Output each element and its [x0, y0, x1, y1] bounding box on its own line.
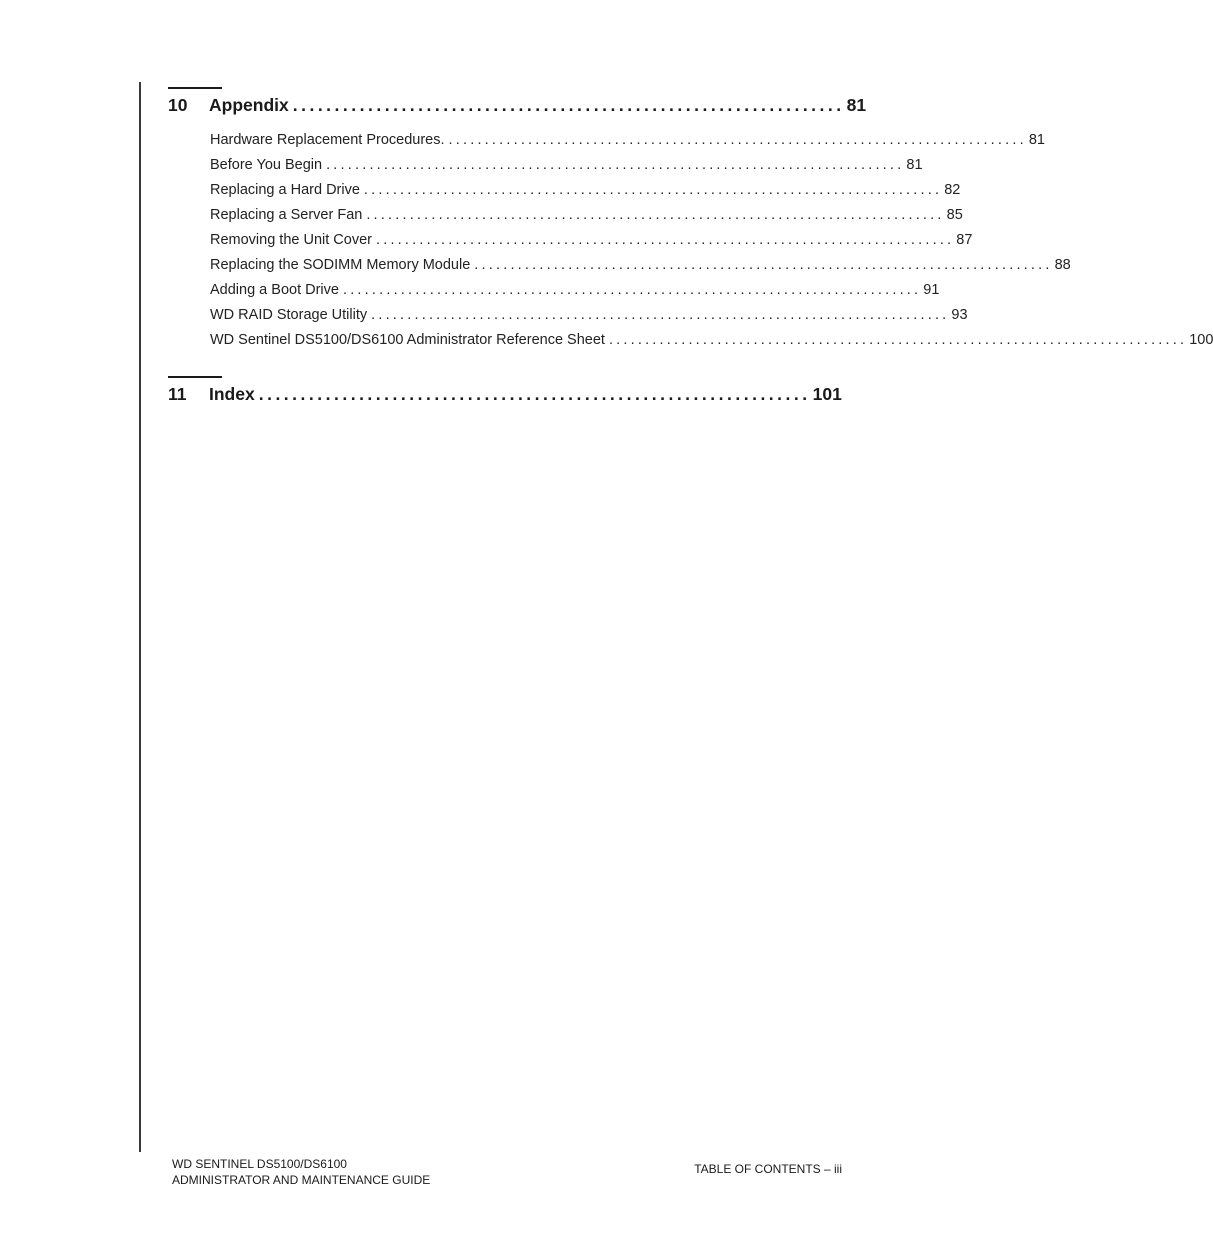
entry-title: WD Sentinel DS5100/DS6100 Administrator Reference Sheet [210, 332, 605, 348]
footer-product-line: WD SENTINEL DS5100/DS6100 [172, 1157, 347, 1171]
footer-document-title [172, 1156, 430, 1188]
entry-page: 91 [923, 282, 940, 298]
toc-entry[interactable] [210, 303, 968, 328]
chapter-page: 81 [846, 95, 867, 115]
entry-title: Adding a Boot Drive [210, 282, 339, 298]
entry-page: 88 [1054, 257, 1071, 273]
toc-entry[interactable] [210, 153, 923, 178]
toc-entry[interactable] [210, 253, 1071, 278]
dot-leader: ................................................................................ [371, 307, 950, 323]
chapter-rule [168, 376, 222, 378]
entry-page: 82 [944, 182, 961, 198]
dot-leader: ................................................................................ [363, 182, 943, 198]
dot-leader: ................................................................................ [342, 282, 922, 298]
toc-chapter-index [168, 376, 842, 405]
toc-entry[interactable] [210, 178, 961, 203]
dot-leader: ................................................................................ [366, 207, 945, 223]
chapter-heading[interactable] [168, 383, 842, 405]
entry-title: Replacing a Server Fan [210, 207, 363, 223]
dot-leader: ................................................................................ [326, 157, 905, 173]
toc-entry[interactable] [210, 328, 1213, 353]
entry-page: 85 [946, 207, 963, 223]
chapter-title: Index [209, 384, 255, 404]
toc-entry[interactable] [210, 278, 940, 303]
chapter-number: 11 [168, 384, 187, 404]
chapter-heading[interactable] [168, 94, 867, 116]
dot-leader: ................................................................................ [474, 257, 1053, 273]
entry-title: Before You Begin [210, 157, 323, 173]
dot-leader: .................................................................. [258, 384, 811, 404]
chapter-number: 10 [168, 95, 188, 115]
entry-title: Replacing the SODIMM Memory Module [210, 257, 471, 273]
dot-leader: ................................................................................ [448, 132, 1027, 148]
entry-page: 81 [906, 157, 923, 173]
footer-section-label: TABLE OF CONTENTS – iii [694, 1162, 842, 1176]
dot-leader: .................................................................. [292, 95, 845, 115]
entry-page: 100 [1189, 332, 1213, 348]
toc-entry[interactable] [210, 128, 1045, 153]
margin-rule [139, 82, 141, 1152]
entry-page: 87 [956, 232, 973, 248]
entry-page: 81 [1028, 132, 1045, 148]
entry-title: Hardware Replacement Procedures. [210, 132, 445, 148]
dot-leader: ................................................................................ [376, 232, 955, 248]
toc-chapter-appendix [168, 87, 1213, 353]
entry-title: Removing the Unit Cover [210, 232, 372, 248]
chapter-rule [168, 87, 222, 89]
toc-entry[interactable] [210, 203, 963, 228]
entry-title: Replacing a Hard Drive [210, 182, 360, 198]
toc-entry-list [168, 128, 1213, 353]
footer-guide-title: ADMINISTRATOR AND MAINTENANCE GUIDE [172, 1173, 431, 1187]
chapter-page: 101 [812, 384, 842, 404]
dot-leader: ................................................................................ [608, 332, 1188, 348]
entry-page: 93 [951, 307, 968, 323]
chapter-title: Appendix [209, 95, 289, 115]
toc-entry[interactable] [210, 228, 973, 253]
entry-title: WD RAID Storage Utility [210, 307, 368, 323]
